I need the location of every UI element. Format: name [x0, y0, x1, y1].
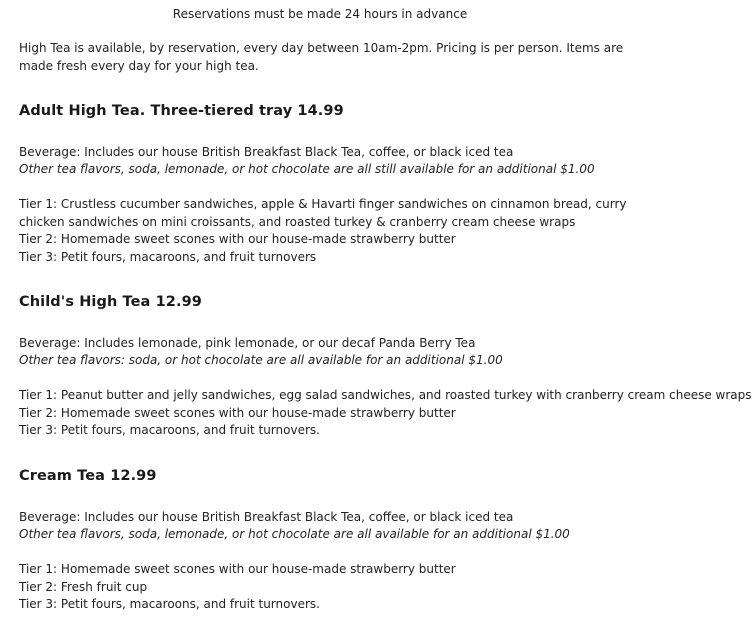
cream-tier-2-text: Tier 2: Fresh fruit cup — [19, 580, 148, 594]
cream-other-flavors-text: Other tea flavors, soda, lemonade, or hot chocolate are all available for an additional $1.00 — [19, 527, 570, 541]
cream-tier-1-text: Tier 1: Homemade sweet scones with our house-made strawberry butter — [19, 562, 456, 576]
adult-tier-3-text: Tier 3: Petit fours, macaroons, and fruit turnovers — [19, 250, 317, 264]
adult-beverage-text: Beverage: Includes our house British Breakfast Black Tea, coffee, or black iced tea — [19, 145, 514, 159]
child-beverage-text: Beverage: Includes lemonade, pink lemonade, or our decaf Panda Berry Tea — [19, 336, 476, 350]
adult-tier-2-text: Tier 2: Homemade sweet scones with our house-made strawberry butter — [19, 232, 456, 246]
child-high-tea-heading: Child's High Tea 12.99 — [19, 294, 202, 310]
child-other-flavors-text: Other tea flavors: soda, or hot chocolate are all available for an additional $1.00 — [19, 353, 503, 367]
intro-paragraph: High Tea is available, by reservation, every day between 10am-2pm. Pricing is per person. Items are made fresh every day for your high tea. — [19, 41, 624, 73]
child-tier-2-text: Tier 2: Homemade sweet scones with our house-made strawberry butter — [19, 406, 456, 420]
child-tier-1-text: Tier 1: Peanut butter and jelly sandwiches, egg salad sandwiches, and roasted turkey with cranberry cream cheese wraps — [19, 388, 752, 402]
cream-beverage-text: Beverage: Includes our house British Breakfast Black Tea, coffee, or black iced tea — [19, 510, 514, 524]
adult-tier-1-text: Tier 1: Crustless cucumber sandwiches, apple & Havarti finger sandwiches on cinnamon bread, curry chicken sandwiches on mini croissants, and roasted turkey & cranberry cream cheese wraps — [19, 197, 627, 229]
cream-tea-heading: Cream Tea 12.99 — [19, 468, 157, 484]
adult-high-tea-heading: Adult High Tea. Three-tiered tray 14.99 — [19, 103, 344, 119]
cream-tier-3-text: Tier 3: Petit fours, macaroons, and fruit turnovers. — [19, 597, 320, 611]
adult-other-flavors-text: Other tea flavors, soda, lemonade, or hot chocolate are all still available for an additional $1.00 — [19, 162, 595, 176]
child-tier-3-text: Tier 3: Petit fours, macaroons, and fruit turnovers. — [19, 423, 320, 437]
reservation-notice: Reservations must be made 24 hours in advance — [172, 7, 468, 21]
